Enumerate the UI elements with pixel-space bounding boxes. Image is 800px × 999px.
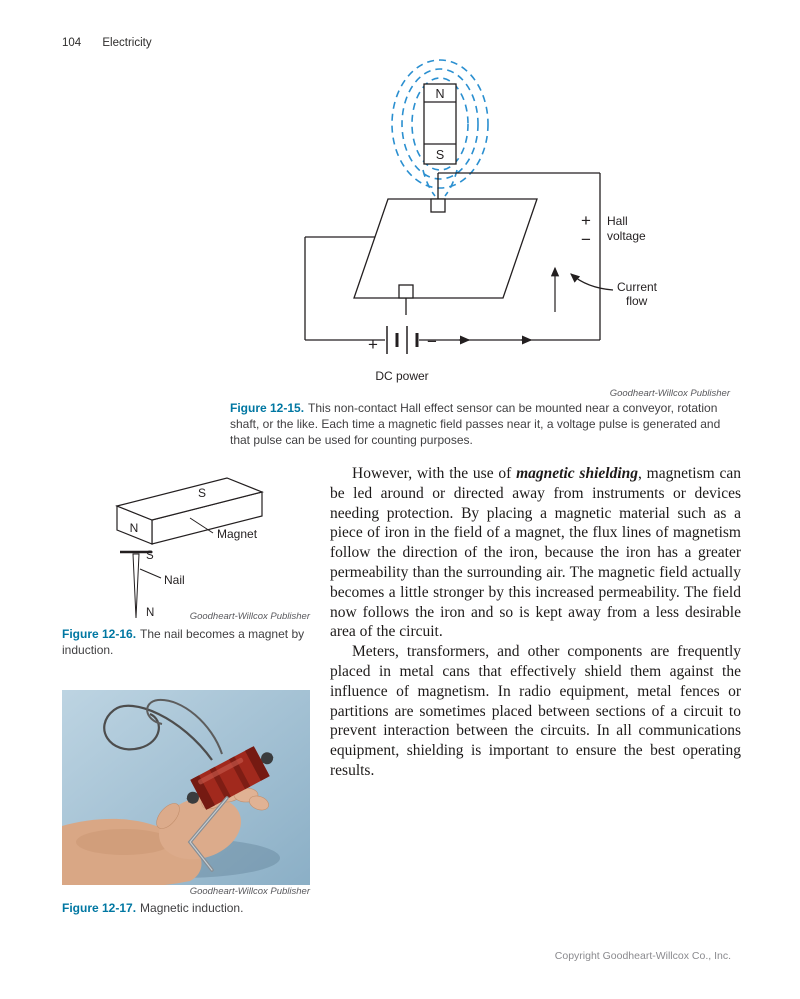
hall-voltage-label-line1: Hall: [607, 214, 628, 228]
magnet-callout-label: Magnet: [217, 527, 258, 541]
hall-plate: [354, 199, 537, 315]
body-text: [330, 464, 741, 781]
hall-voltage-label-line2: voltage: [607, 229, 646, 243]
hall-plus-sign: +: [581, 211, 591, 230]
current-flow-label-line1: Current: [617, 280, 658, 294]
current-flow-callout: [555, 268, 613, 312]
chapter-title: Electricity: [102, 37, 152, 49]
magnet-north-label: N: [435, 87, 445, 101]
figure-15-caption: [230, 401, 733, 448]
figure-17-credit: Goodheart-Willcox Publisher: [189, 886, 310, 897]
figure-15-label: Figure 12-15.: [230, 401, 305, 415]
nail-tip-pole-label: N: [146, 607, 155, 619]
dc-power-label: DC power: [375, 369, 429, 383]
figure-17-caption-text: Magnetic induction.: [140, 901, 244, 915]
figure-16-caption-text: The nail becomes a magnet by induction.: [62, 627, 305, 657]
battery-symbol: [387, 326, 417, 354]
battery-minus-sign: −: [427, 332, 437, 351]
figure-16-credit: Goodheart-Willcox Publisher: [189, 611, 310, 622]
paragraph-1-rest: , magnetism can be led around or directed away from instruments or devices needing protection. By placing a magnetic material such as a piece of iron in the field of a magnet, the flux lines of magnetism follow the direction of the iron, because the iron has a greater permeability than the surrounding air. The magnetic field actually becomes a little stronger by this increased permeability. The field now follows the iron and so is kept away from a less desirable area of the circuit.: [330, 465, 741, 641]
magnet-top-pole-label: S: [197, 486, 207, 500]
magnet-nail-diagram: [62, 470, 312, 620]
figure-15-credit: Goodheart-Willcox Publisher: [609, 388, 730, 399]
nail-callout-label: Nail: [164, 573, 185, 587]
magnet-end-pole-label: N: [129, 521, 139, 535]
figure-16-caption: [62, 627, 312, 659]
figure-17-label: Figure 12-17.: [62, 901, 137, 915]
magnetic-induction-photo: [62, 690, 310, 885]
page-number: 104: [62, 37, 82, 49]
figure-16-label: Figure 12-16.: [62, 627, 137, 641]
hall-sensor-diagram: [237, 58, 747, 393]
copyright-notice: Copyright Goodheart-Willcox Co., Inc.: [554, 950, 731, 962]
figure-17-caption: [62, 901, 312, 917]
magnet-south-label: S: [435, 148, 445, 162]
paragraph-1-start: However, with the use of: [352, 465, 517, 482]
paragraph-2: Meters, transformers, and other components are frequently placed in metal cans that effectively shield them against the influence of magnetism. In radio equipment, metal fences or partitions are sometimes placed between sections of a circuit to prevent interaction between the circuits. In all communications equipment, shielding is important to ensure the best operating results.: [330, 643, 741, 779]
battery-plus-sign: +: [368, 335, 378, 354]
magnetic-shielding-term: magnetic shielding: [516, 465, 639, 482]
figure-15-caption-text: This non-contact Hall effect sensor can be mounted near a conveyor, rotation shaft, or the like. Each time a magnetic field passes near it, a voltage pulse is generated and that pulse can be used for counting purposes.: [230, 401, 721, 447]
current-flow-label-line2: flow: [626, 294, 648, 308]
nail-top-pole-label: S: [146, 550, 154, 562]
running-head: [62, 37, 152, 49]
paragraph-1: [330, 464, 741, 642]
hall-minus-sign: −: [581, 230, 591, 249]
